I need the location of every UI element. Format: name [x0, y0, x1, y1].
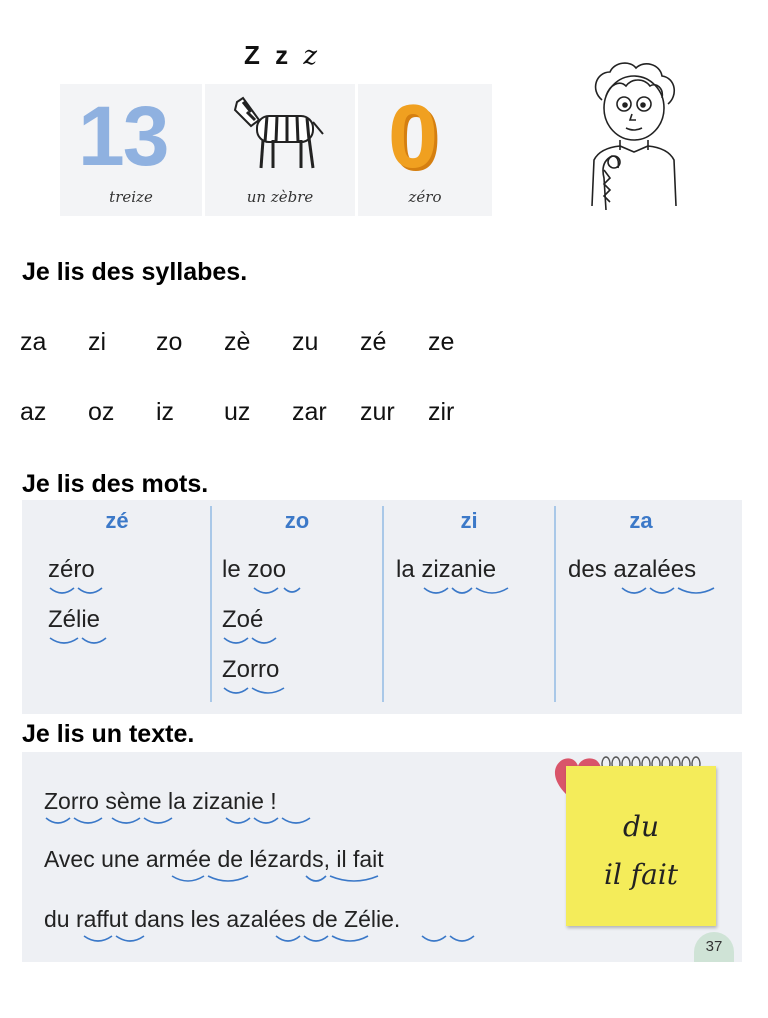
boy-illustration-icon — [580, 60, 690, 210]
lowercase-letter: z — [275, 40, 289, 70]
syllable-ze: ze — [428, 328, 455, 356]
syllable-zir: zir — [428, 398, 455, 426]
word-zelie: Zélie — [48, 606, 101, 633]
cursive-letter: z — [303, 41, 318, 71]
syllable-iz: iz — [156, 398, 175, 426]
syllable-ze-grave: zè — [224, 328, 251, 356]
column-head: zo — [284, 508, 310, 533]
note-word-du: du — [623, 810, 659, 843]
syllable-za: za — [20, 328, 47, 356]
text-heading: Je lis un texte. — [22, 720, 195, 748]
picture-zebre — [205, 84, 355, 216]
number-zero: 0 — [388, 87, 439, 187]
column-head: za — [629, 508, 653, 533]
syllable-zur: zur — [360, 398, 395, 426]
syllable-oz: oz — [88, 398, 115, 426]
text-panel — [22, 752, 742, 962]
words-heading: Je lis des mots. — [22, 470, 209, 498]
syllable-az: az — [20, 398, 47, 426]
syllable-zar: zar — [292, 398, 327, 426]
word-zero: zéro — [48, 556, 95, 583]
word-le-zoo: le zoo — [222, 556, 287, 583]
word-zoe: Zoé — [222, 606, 264, 633]
column-zi — [384, 500, 554, 714]
note-word-il-fait: il fait — [603, 858, 679, 891]
column-head: zi — [460, 508, 478, 533]
syllable-uz: uz — [224, 398, 251, 426]
word-zorro: Zorro — [222, 656, 280, 683]
syllable-ze-acute: zé — [360, 328, 387, 356]
column-za — [556, 500, 726, 714]
syllables-heading: Je lis des syllabes. — [22, 258, 248, 286]
zebra-icon — [229, 90, 329, 174]
column-head: zé — [105, 508, 129, 533]
caption-un-zebre: un zèbre — [246, 188, 314, 206]
page-number: 37 — [694, 932, 734, 962]
sticky-note — [566, 766, 716, 926]
caption-treize: treize — [109, 188, 153, 206]
word-des-azalees: des azalées — [568, 556, 697, 583]
text-line-2: Avec une armée de lézards, il fait — [44, 846, 384, 872]
words-panel — [22, 500, 742, 714]
letter-header — [244, 40, 325, 71]
syllable-zi: zi — [88, 328, 107, 356]
text-line-1: Zorro sème la zizanie ! — [44, 788, 277, 814]
text-line-3: du raffut dans les azalées de Zélie. — [44, 906, 401, 932]
uppercase-letter: Z — [244, 40, 260, 70]
number-thirteen: 13 — [78, 89, 168, 183]
syllable-zo: zo — [156, 328, 183, 356]
caption-zero: zéro — [408, 188, 442, 206]
picture-treize — [60, 84, 202, 216]
picture-zero — [358, 84, 492, 216]
syllable-zu: zu — [292, 328, 319, 356]
word-la-zizanie: la zizanie — [396, 556, 497, 583]
